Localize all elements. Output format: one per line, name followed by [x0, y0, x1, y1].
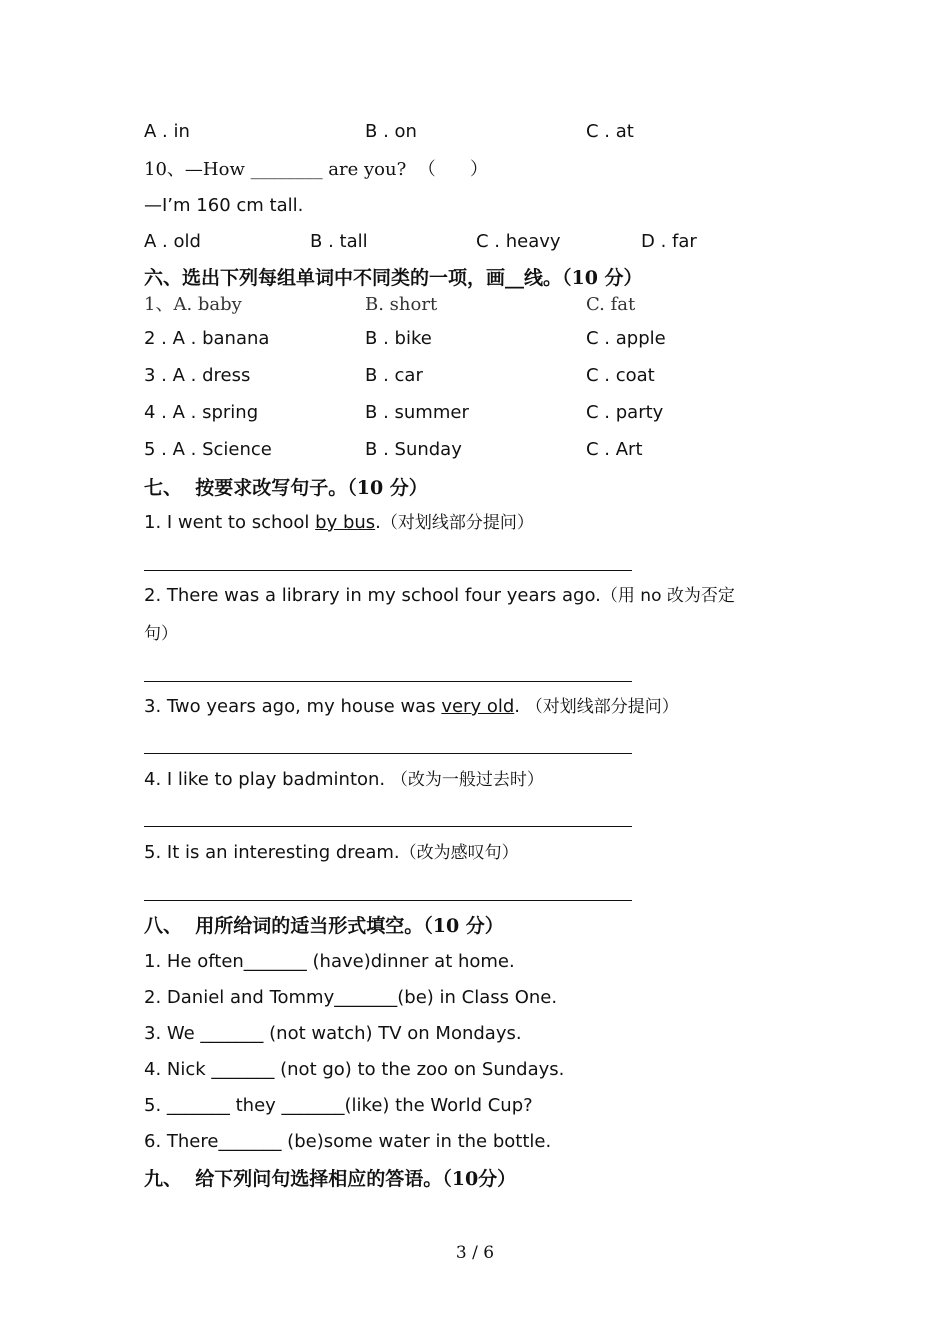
s7-q5-text: 5. It is an interesting dream. — [144, 842, 400, 863]
s8-item-2: 2. Daniel and Tommy_______(be) in Class One. — [144, 987, 558, 1008]
s7-q1 — [144, 511, 534, 535]
s7-q3 — [144, 695, 679, 719]
s7-q1-underlined: by bus — [315, 512, 376, 533]
q10-answer: —I’m 160 cm tall. — [144, 195, 304, 216]
s8-item-3: 3. We _______ (not watch) TV on Mondays. — [144, 1023, 522, 1044]
s7-q4-hint: （改为一般过去时） — [390, 770, 544, 790]
q9-option-b: B . on — [365, 121, 417, 142]
s7-q5-hint: （改为感叹句） — [399, 843, 519, 863]
s7-q3-pre: 3. Two years ago, my house was — [144, 696, 442, 717]
s6-row4-c: C . party — [586, 402, 664, 423]
q10-question: 10、—How ________ are you? （ ） — [144, 159, 489, 180]
s6-row4-b: B . summer — [365, 402, 469, 423]
s6-row5-b: B . Sunday — [365, 439, 462, 460]
s7-q5-answer-line[interactable] — [144, 900, 632, 901]
q10-option-c: C . heavy — [476, 231, 561, 252]
s7-q3-post: . — [514, 696, 526, 717]
s7-q3-underlined: very old — [441, 696, 515, 717]
s8-item-1: 1. He often_______ (have)dinner at home. — [144, 951, 515, 972]
s8-item-4: 4. Nick _______ (not go) to the zoo on Sundays. — [144, 1059, 565, 1080]
s7-q2 — [144, 584, 735, 608]
s7-q1-hint: （对划线部分提问） — [380, 513, 534, 533]
s7-q2-answer-line[interactable] — [144, 681, 632, 682]
s6-row5-a: 5 . A . Science — [144, 439, 272, 460]
s7-q2-hint: （用 no 改为否定 — [600, 586, 735, 606]
s6-row2-a: 2 . A . banana — [144, 328, 270, 349]
q9-option-a: A . in — [144, 121, 190, 142]
s8-item-5: 5. _______ they _______(like) the World Cup? — [144, 1095, 533, 1116]
q10-option-d: D . far — [641, 231, 697, 252]
s6-row4-a: 4 . A . spring — [144, 402, 259, 423]
q9-option-c: C . at — [586, 121, 634, 142]
s7-q1-answer-line[interactable] — [144, 570, 632, 571]
s6-row1-b: B. short — [365, 294, 438, 315]
s6-row3-c: C . coat — [586, 365, 655, 386]
s8-item-6: 6. There_______ (be)some water in the bottle. — [144, 1131, 552, 1152]
s7-q2-text: 2. There was a library in my school four years ago. — [144, 585, 601, 606]
s6-row1-c: C. fat — [586, 294, 636, 315]
q10-option-a: A . old — [144, 231, 201, 252]
s6-row5-c: C . Art — [586, 439, 643, 460]
q10-option-b: B . tall — [310, 231, 368, 252]
s7-q4 — [144, 768, 544, 792]
s7-q5 — [144, 841, 519, 865]
s7-q3-answer-line[interactable] — [144, 753, 632, 754]
s6-row3-b: B . car — [365, 365, 423, 386]
s7-q2-hint-cont: 句） — [144, 624, 178, 644]
s6-row3-a: 3 . A . dress — [144, 365, 251, 386]
section6-title: 六、选出下列每组单词中不同类的一项，画__线。（10 分） — [144, 267, 643, 289]
s7-q4-text: 4. I like to play badminton. — [144, 769, 391, 790]
s7-q1-post: . — [375, 512, 381, 533]
section9-title: 九、 给下列问句选择相应的答语。（10分） — [144, 1168, 517, 1190]
s6-row2-c: C . apple — [586, 328, 666, 349]
s7-q1-pre: 1. I went to school — [144, 512, 316, 533]
s6-row1-a: 1、A. baby — [144, 294, 242, 315]
page-number: 3 / 6 — [455, 1243, 495, 1263]
s7-q4-answer-line[interactable] — [144, 826, 632, 827]
s6-row2-b: B . bike — [365, 328, 432, 349]
section8-title: 八、 用所给词的适当形式填空。（10 分） — [144, 915, 504, 937]
section7-title: 七、 按要求改写句子。（10 分） — [144, 477, 428, 499]
s7-q3-hint: （对划线部分提问） — [525, 697, 679, 717]
